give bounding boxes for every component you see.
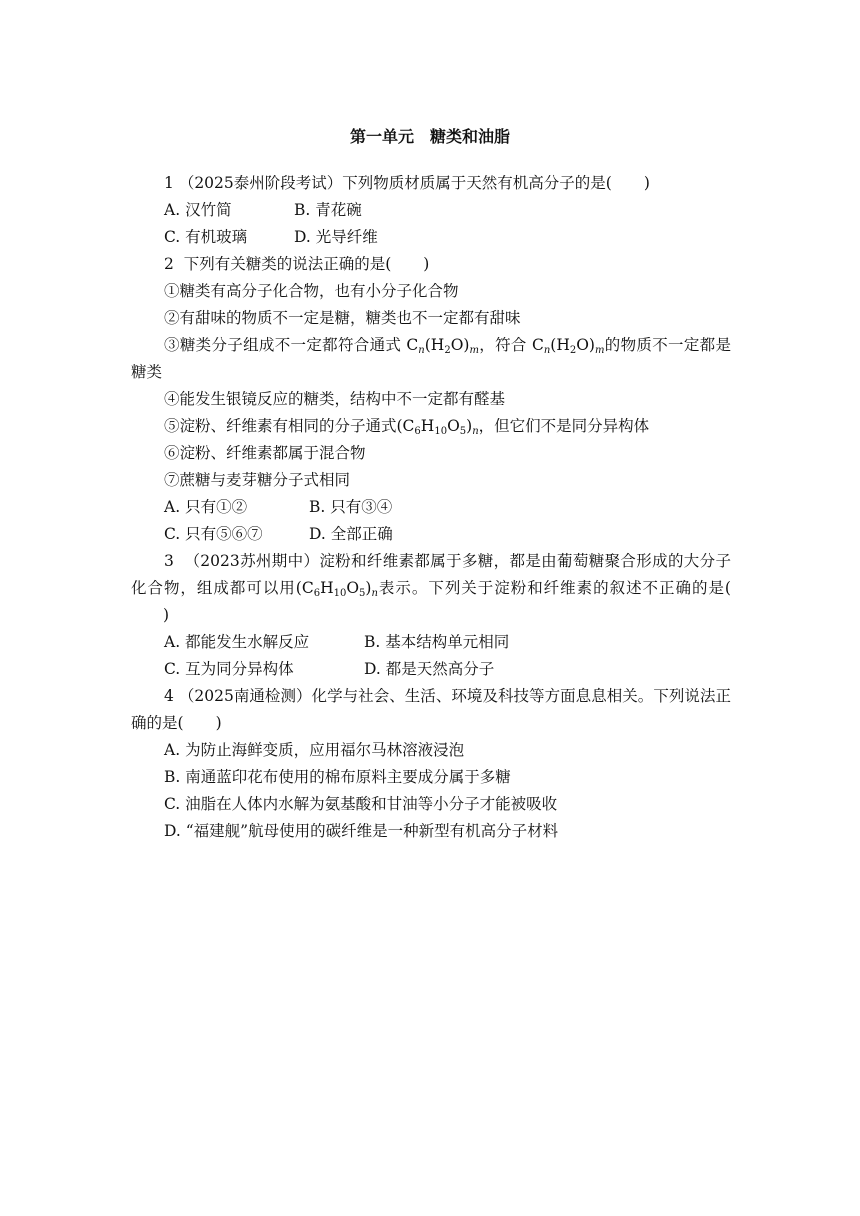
option-d[interactable]: D. 全部正确 [309, 525, 393, 543]
option-c[interactable]: C. 有机玻璃 [164, 228, 248, 246]
page-title: 第一单元 糖类和油脂 [349, 127, 510, 146]
question-1-options-row-2 [131, 224, 731, 251]
question-source: （2025南通检测） [178, 687, 312, 705]
statement-4: ④能发生银镜反应的糖类，结构中不一定都有醛基 [164, 390, 506, 408]
option-a[interactable]: A. 都能发生水解反应 [164, 633, 310, 651]
question-number: 3 [164, 552, 174, 570]
question-2-options-row-2 [131, 521, 731, 548]
question-3-options-row-2 [131, 656, 731, 683]
option-c[interactable]: C. 互为同分异构体 [164, 660, 294, 678]
option-d[interactable]: D. “福建舰”航母使用的碳纤维是一种新型有机高分子材料 [164, 822, 559, 840]
option-a[interactable]: A. 只有①② [164, 498, 248, 516]
question-4-stem: 4 （2025南通检测）化学与社会、生活、环境及科技等方面息息相关。下列说法正确的是( ) [131, 687, 731, 732]
question-number: 4 [164, 687, 174, 705]
option-d[interactable]: D. 都是天然高分子 [364, 660, 495, 678]
option-b[interactable]: B. 青花碗 [294, 201, 362, 219]
question-list [131, 170, 731, 845]
option-d[interactable]: D. 光导纤维 [294, 228, 378, 246]
option-a[interactable]: A. 为防止海鲜变质，应用福尔马林溶液浸泡 [164, 741, 465, 759]
question-3-stem: 3 （2023苏州期中）淀粉和纤维素都属于多糖，都是由葡萄糖聚合形成的大分子化合物，组成都可以用$(C_6H_{10}O_5)_n$表示。下列关于淀粉和纤维素的叙述不正确的是() [131, 552, 732, 624]
statement-6: ⑥淀粉、纤维素都属于混合物 [164, 444, 366, 462]
statement-5: ⑤淀粉、纤维素有相同的分子通式$(C_6H_{10}O_5)_n$，但它们不是同分异构体 [164, 417, 650, 437]
question-2-stem: 2 下列有关糖类的说法正确的是( ) [164, 255, 430, 273]
question-number: 2 [164, 255, 174, 273]
option-c[interactable]: C. 只有⑤⑥⑦ [164, 525, 263, 543]
option-a[interactable]: A. 汉竹简 [164, 201, 232, 219]
question-1-stem: 1 （2025泰州阶段考试）下列物质材质属于天然有机高分子的是( ) [164, 174, 650, 192]
question-source: （2025泰州阶段考试） [178, 174, 343, 192]
question-3-options-row-1 [131, 629, 731, 656]
option-b[interactable]: B. 基本结构单元相同 [364, 633, 510, 651]
question-1-options-row-1 [131, 197, 731, 224]
statement-7: ⑦蔗糖与麦芽糖分子式相同 [164, 471, 351, 489]
question-source: （2023苏州期中） [184, 552, 320, 570]
statement-2: ②有甜味的物质不一定是糖，糖类也不一定都有甜味 [164, 309, 521, 327]
statement-1: ①糖类有高分子化合物，也有小分子化合物 [164, 282, 459, 300]
option-b[interactable]: B. 只有③④ [309, 498, 393, 516]
statement-3: ③糖类分子组成不一定都符合通式 $C_n(H_2O)_m$，符合 $C_n(H_2O)_m$的物质不一定都是糖类 [131, 336, 731, 381]
option-b[interactable]: B. 南通蓝印花布使用的棉布原料主要成分属于多糖 [164, 768, 511, 786]
question-number: 1 [164, 174, 174, 192]
question-2-options-row-1 [131, 494, 731, 521]
option-c[interactable]: C. 油脂在人体内水解为氨基酸和甘油等小分子才能被吸收 [164, 795, 558, 813]
